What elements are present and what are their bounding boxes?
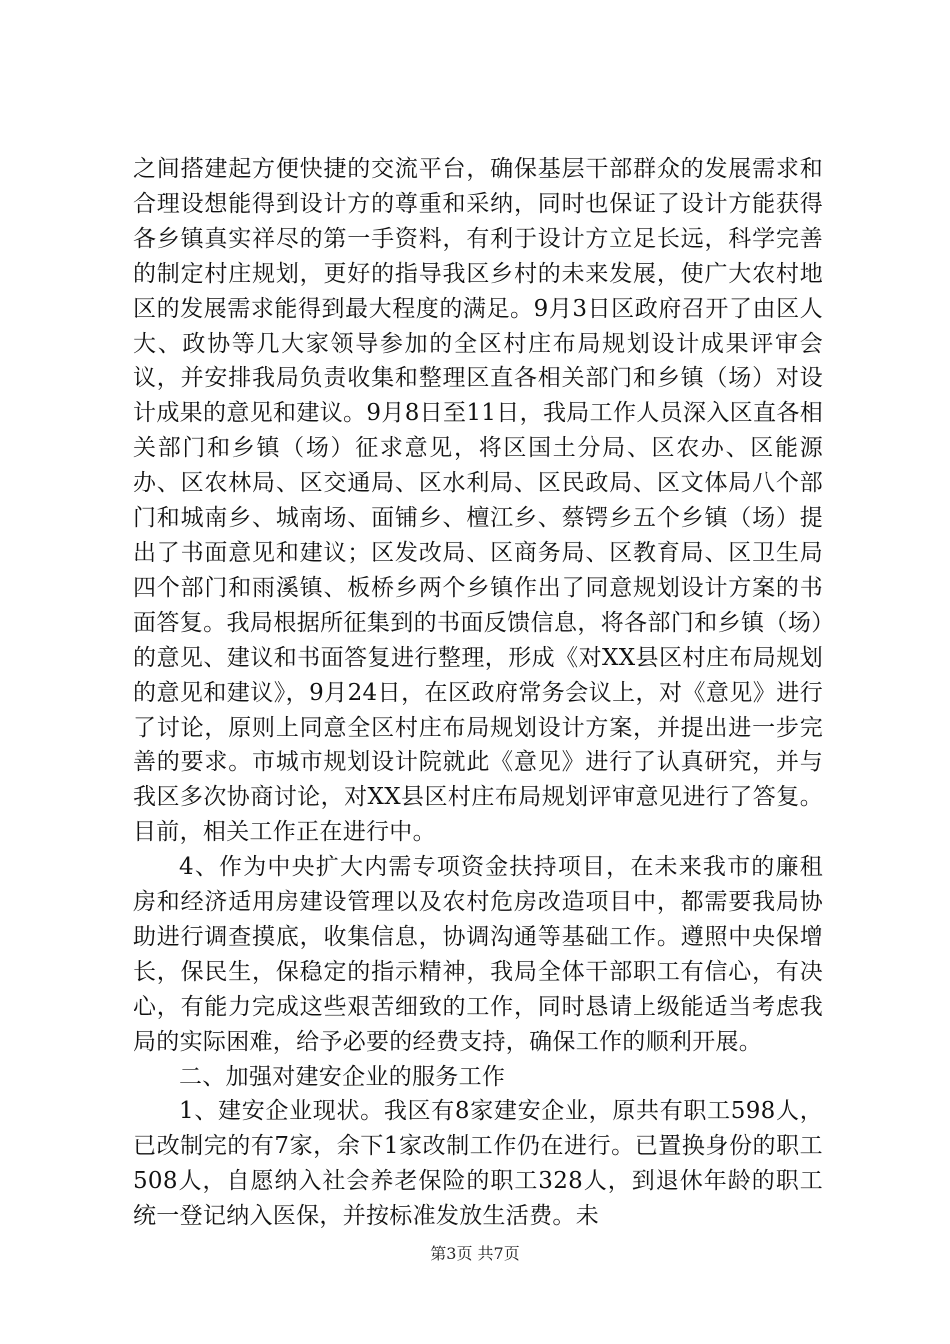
paragraph-enterprise-status: 1、建安企业现状。我区有8家建安企业，原共有职工598人，已改制完的有7家，余下1家改制工作仍在进行。已置换身份的职工508人，自愿纳入社会养老保险的职工328人，到退休年龄的职工统一登记纳入医保，并按标准发放生活费。未 xyxy=(133,1098,823,1230)
paragraph-village-planning: 之间搭建起方便快捷的交流平台，确保基层干部群众的发展需求和合理设想能得到设计方的尊重和采纳，同时也保证了设计方能获得各乡镇真实祥尽的第一手资料，有利于设计方立足长远，科学完善的制定村庄规划，更好的指导我区乡村的未来发展，使广大农村地区的发展需求能得到最大程度的满足。9月3日区政府召开了由区人大、政协等几大家领导参加的全区村庄布局规划设计成果评审会议，并安排我局负责收集和整理区直各相关部门和乡镇（场）对设计成果的意见和建议。9月8日至11日，我局工作人员深入区直各相关部门和乡镇（场）征求意见，将区国土分局、区农办、区能源办、区农林局、区交通局、区水利局、区民政局、区文体局八个部门和城南乡、城南场、面铺乡、檀江乡、蔡锷乡五个乡镇（场）提出了书面意见和建议；区发改局、区商务局、区教育局、区卫生局四个部门和雨溪镇、板桥乡两个乡镇作出了同意规划设计方案的书面答复。我局根据所征集到的书面反馈信息，将各部门和乡镇（场）的意见、建议和书面答复进行整理，形成《对XX县区村庄布局规划的意见和建议》，9月24日，在区政府常务会议上，对《意见》进行了讨论，原则上同意全区村庄布局规划设计方案，并提出进一步完善的要求。市城市规划设计院就此《意见》进行了认真研究，并与我区多次协商讨论，对XX县区村庄布局规划评审意见进行了答复。目前，相关工作正在进行中。 xyxy=(133,156,823,846)
document-body xyxy=(133,152,823,1234)
page-footer: 第3页 共7页 xyxy=(430,1244,520,1263)
paragraph-housing-projects: 4、作为中央扩大内需专项资金扶持项目，在未来我市的廉租房和经济适用房建设管理以及农村危房改造项目中，都需要我局协助进行调查摸底，收集信息，协调沟通等基础工作。遵照中央保增长，保民生，保稳定的指示精神，我局全体干部职工有信心，有决心，有能力完成这些艰苦细致的工作，同时恳请上级能适当考虑我局的实际困难，给予必要的经费支持，确保工作的顺利开展。 xyxy=(133,854,823,1055)
section-heading-construction-enterprises: 二、加强对建安企业的服务工作 xyxy=(179,1063,506,1090)
